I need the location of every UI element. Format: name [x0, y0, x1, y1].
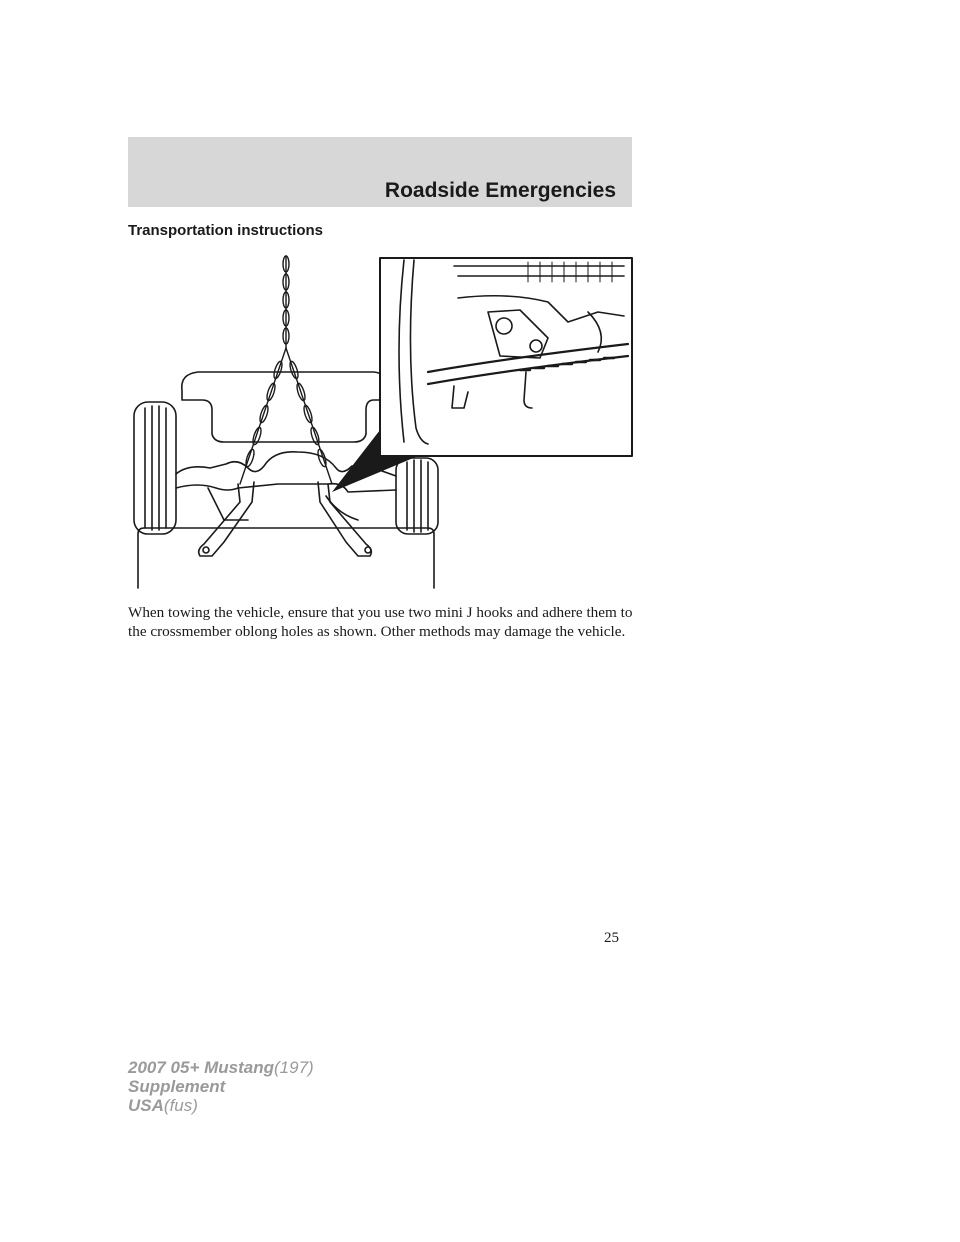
- j-hook-icon: [199, 482, 254, 556]
- footer-market-code: (fus): [163, 1096, 198, 1115]
- footer: [128, 1058, 314, 1115]
- towing-figure: [128, 252, 634, 590]
- tire-icon: [134, 402, 176, 534]
- footer-line-3: [128, 1096, 314, 1115]
- body-paragraph: When towing the vehicle, ensure that you use two mini J hooks and adhere them to the crossmember oblong holes as shown. Other methods may damage the vehicle.: [128, 604, 633, 640]
- footer-market: USA: [128, 1096, 164, 1115]
- page-number: 25: [604, 930, 619, 946]
- section-heading: Transportation instructions: [128, 222, 324, 239]
- j-hook-icon: [318, 482, 371, 556]
- bumper-block: [182, 372, 388, 442]
- footer-line-1: [128, 1058, 314, 1077]
- tire-icon: [396, 458, 438, 534]
- footer-model-code: (197): [274, 1058, 314, 1077]
- footer-line-2: Supplement: [128, 1077, 226, 1096]
- inset-detail: [380, 258, 632, 456]
- header-title: Roadside Emergencies: [384, 179, 616, 202]
- vehicle-body-outline: [138, 528, 434, 588]
- header-band: [128, 137, 632, 207]
- footer-model: 2007 05+ Mustang: [128, 1058, 274, 1077]
- towing-chain-icon: [240, 256, 332, 484]
